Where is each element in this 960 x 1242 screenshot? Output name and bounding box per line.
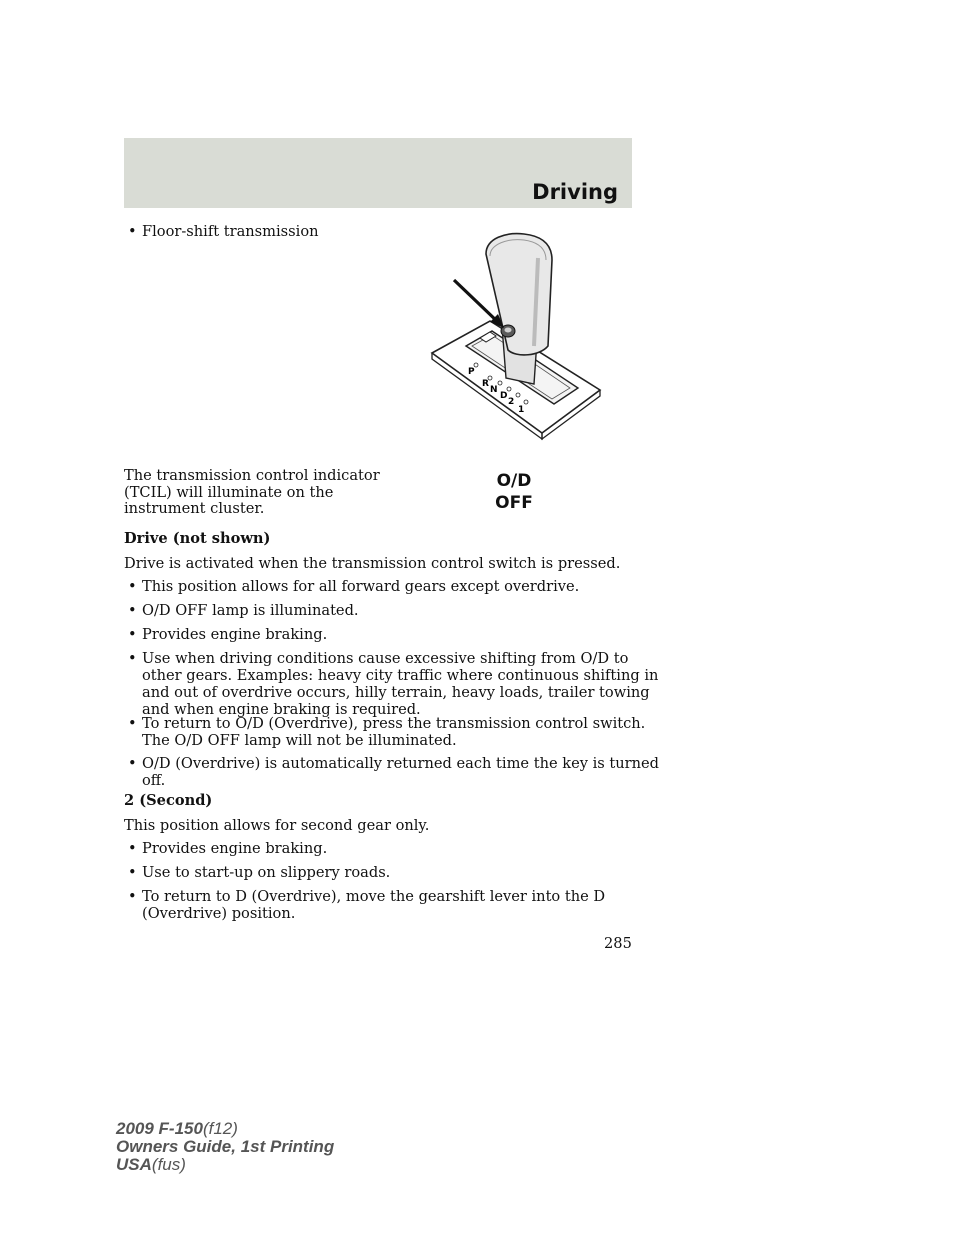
footer-model: 2009 F-150 (116, 1119, 203, 1138)
bullet-dot: • (128, 578, 137, 595)
bullet-text: Use to start-up on slippery roads. (142, 864, 391, 881)
footer-market-code: (fus) (151, 1155, 186, 1174)
tcil-line: (TCIL) will illuminate on the (124, 483, 334, 501)
bullet-text: The O/D OFF lamp will not be illuminated. (142, 732, 457, 749)
gear-label-d: D (500, 391, 508, 401)
bullet-text: other gears. Examples: heavy city traffic where continuous shifting in (142, 667, 659, 684)
bullet-dot: • (128, 715, 137, 732)
bullet-text: Provides engine braking. (142, 626, 328, 643)
bullet-dot: • (128, 755, 137, 772)
footer-line-guide (116, 1138, 334, 1156)
drive-heading: Drive (not shown) (124, 530, 271, 547)
bullet-text: off. (142, 772, 166, 789)
intro-bullet-text: Floor-shift transmission (142, 223, 319, 240)
tcil-line: The transmission control indicator (124, 467, 380, 484)
section-title: Driving (532, 180, 618, 204)
bullet-text: and out of overdrive occurs, hilly terrain, heavy loads, trailer towing (142, 684, 650, 701)
footer-model-code: (f12) (202, 1119, 238, 1138)
bullet-text: Use when driving conditions cause excessive shifting from O/D to (142, 650, 629, 667)
bullet-text: (Overdrive) position. (142, 905, 296, 922)
bullet-dot: • (128, 864, 137, 881)
gear-label-n: N (490, 385, 498, 395)
bullet-dot: • (128, 223, 137, 240)
bullet-text: To return to D (Overdrive), move the gearshift lever into the D (142, 888, 606, 905)
section-header-band (124, 138, 632, 208)
footer-market: USA (116, 1155, 152, 1174)
bullet-text: O/D OFF lamp is illuminated. (142, 602, 359, 619)
footer-line-model (116, 1120, 334, 1138)
bullet-dot: • (128, 602, 137, 619)
drive-intro: Drive is activated when the transmission control switch is pressed. (124, 555, 621, 572)
bullet-text: To return to O/D (Overdrive), press the transmission control switch. (142, 715, 646, 732)
bullet-dot: • (128, 888, 137, 905)
gear-label-2: 2 (508, 397, 515, 407)
footer-guide: Owners Guide, 1st Printing (116, 1137, 335, 1156)
second-intro: This position allows for second gear only. (124, 817, 430, 834)
floor-shift-illustration (420, 228, 610, 443)
bullet-text: O/D (Overdrive) is automatically returned each time the key is turned (142, 755, 660, 772)
footer-line-market (116, 1156, 334, 1174)
bullet-dot: • (128, 840, 137, 857)
bullet-text: This position allows for all forward gears except overdrive. (142, 578, 580, 595)
bullet-dot: • (128, 626, 137, 643)
bullet-text: and when engine braking is required. (142, 701, 421, 718)
gear-label-1: 1 (518, 405, 525, 415)
bullet-text: Provides engine braking. (142, 840, 328, 857)
bullet-dot: • (128, 650, 137, 667)
od-off-indicator (474, 470, 554, 514)
gear-label-r: R (482, 379, 489, 389)
tcil-line: instrument cluster. (124, 500, 265, 517)
od-indicator-line1: O/D (496, 471, 532, 491)
print-footer (116, 1120, 334, 1174)
od-indicator-line2: OFF (495, 493, 533, 513)
tcil-description (124, 468, 384, 518)
gear-label-p: P (468, 367, 475, 377)
page-number: 285 (604, 935, 632, 952)
second-heading: 2 (Second) (124, 792, 213, 809)
